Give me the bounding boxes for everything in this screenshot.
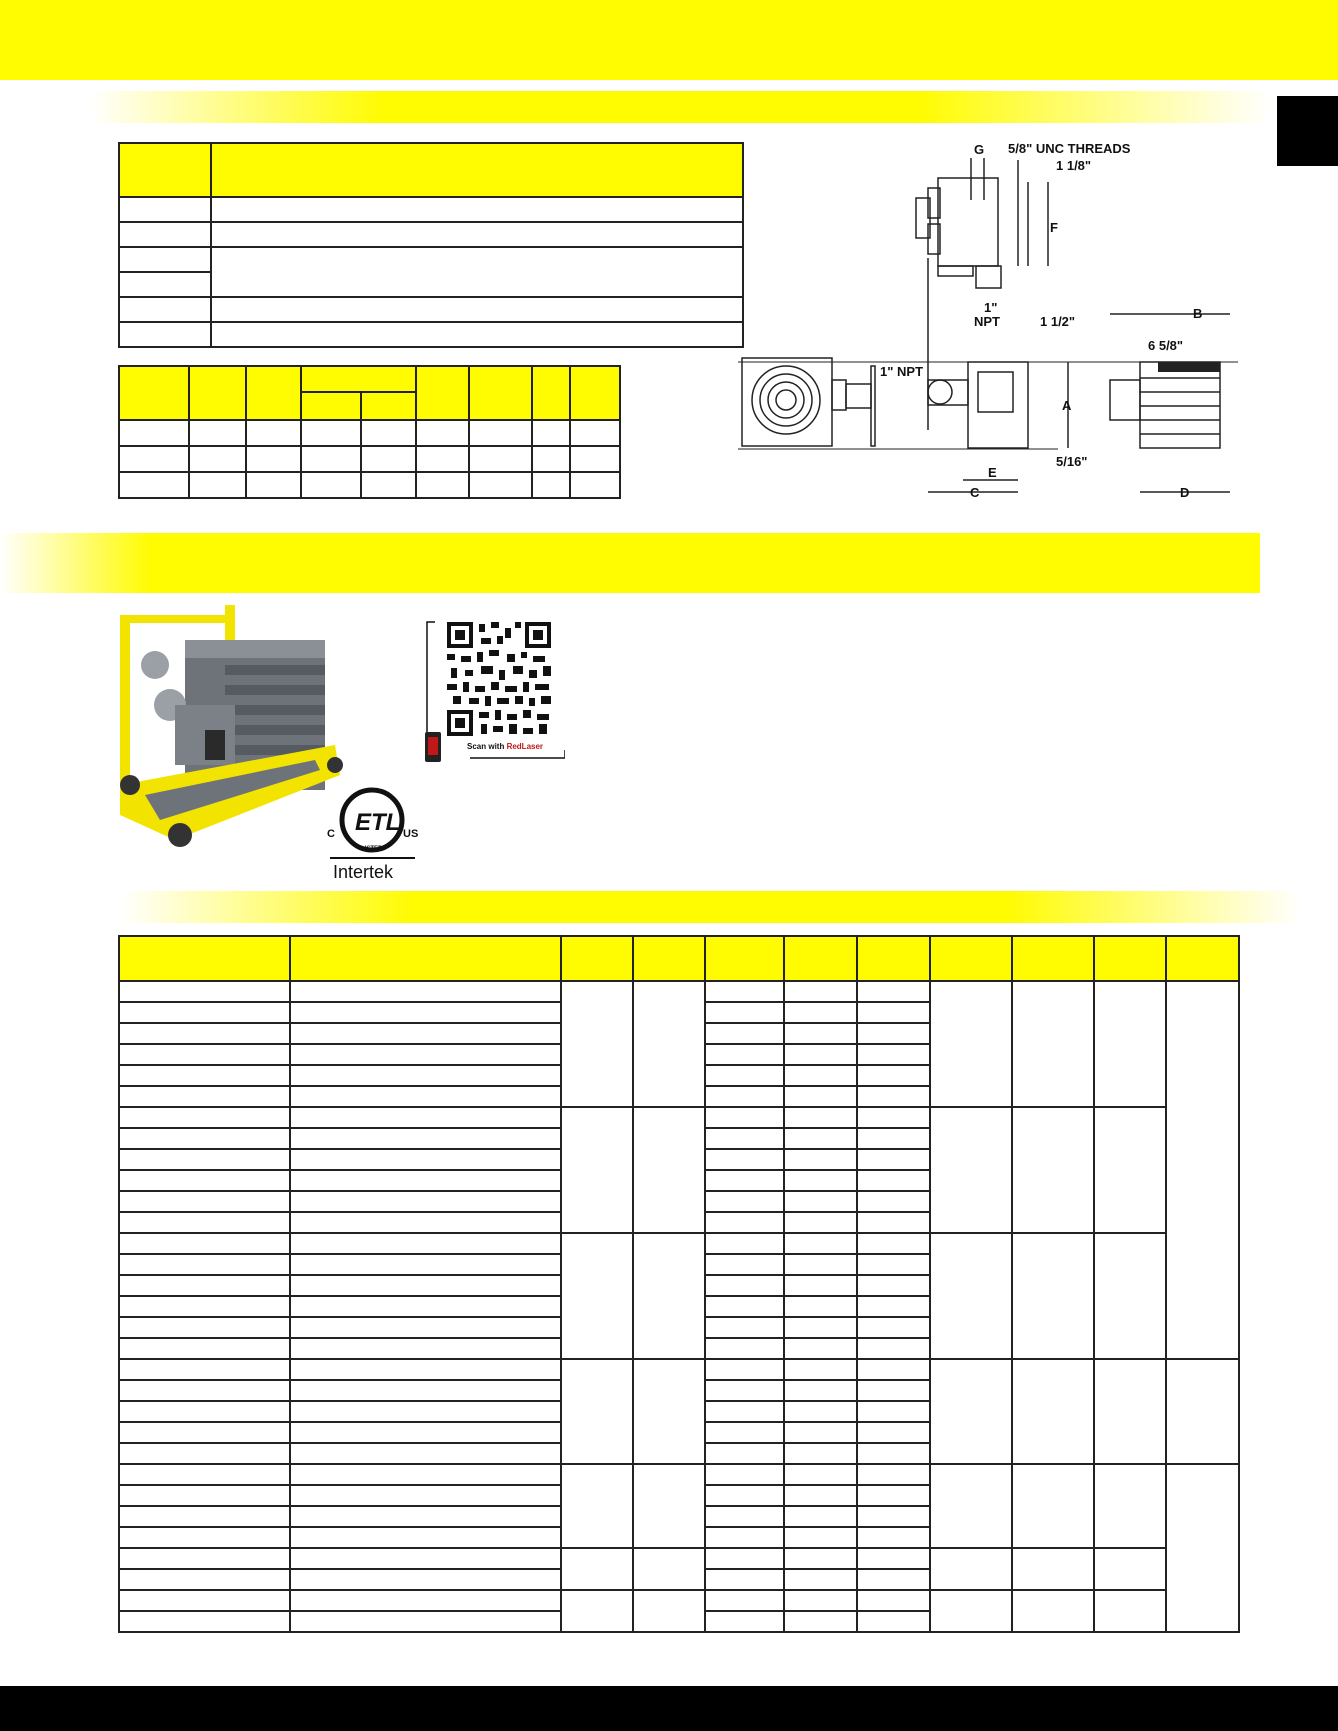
product-heater-image [115, 605, 345, 850]
dim-label-c: C [970, 485, 980, 500]
table-row [119, 197, 743, 222]
qr-code [425, 620, 565, 765]
dim-label-one-half: 1 1/2" [1040, 314, 1076, 329]
dim-label-threads: 5/8" UNC THREADS [1008, 141, 1131, 156]
dim-label-npt-mid-1: 1" [984, 300, 998, 315]
table-row [119, 297, 743, 322]
dim-label-one-eighth: 1 1/8" [1056, 158, 1092, 173]
dim-label-six-five-eighths: 6 5/8" [1148, 338, 1184, 353]
dim-label-e: E [988, 465, 997, 480]
table-row [119, 1107, 1239, 1128]
section-band-features [0, 533, 1260, 593]
dim-label-npt-left: 1" NPT [880, 364, 924, 379]
top-banner [0, 0, 1338, 80]
section-band-dimensions [90, 91, 1270, 123]
etl-mark: ETL [355, 809, 401, 836]
table-row [119, 420, 620, 446]
table-row [119, 247, 743, 272]
dim-label-five-sixteenths: 5/16" [1056, 454, 1088, 469]
dim-label-npt-mid-2: NPT [974, 314, 1000, 329]
specification-table [118, 935, 1240, 1633]
option-header-code [119, 143, 211, 197]
option-table [118, 142, 744, 348]
section-band-specifications [120, 891, 1300, 923]
etl-us: US [403, 828, 419, 840]
table-row [119, 1590, 1239, 1611]
dim-label-g: G [974, 142, 985, 157]
table-row [119, 1359, 1239, 1380]
dim-label-a: A [1062, 398, 1072, 413]
table-row [119, 1233, 1239, 1254]
table-row [119, 322, 743, 347]
option-header-description [211, 143, 743, 197]
section-tab [1277, 96, 1338, 166]
table-row [119, 446, 620, 472]
etl-listed: LISTED [361, 846, 383, 852]
table-row [119, 981, 1239, 1002]
svg-text:Scan with RedLaser [467, 742, 543, 751]
dim-label-b: B [1193, 306, 1203, 321]
bottom-banner [0, 1686, 1338, 1731]
table-row [119, 1548, 1239, 1569]
table-row [119, 222, 743, 247]
intertek-brand: Intertek [333, 862, 394, 882]
dimension-drawing [738, 140, 1238, 510]
etl-c: C [327, 828, 335, 840]
qr-caption-prefix: Scan with [467, 742, 507, 751]
table-row [119, 1464, 1239, 1485]
etl-listed-logo [325, 780, 420, 885]
table-row [119, 472, 620, 498]
qr-caption-brand: RedLaser [506, 742, 544, 751]
dimension-table [118, 365, 621, 499]
dim-label-f: F [1050, 220, 1058, 235]
dim-label-d: D [1180, 485, 1190, 500]
